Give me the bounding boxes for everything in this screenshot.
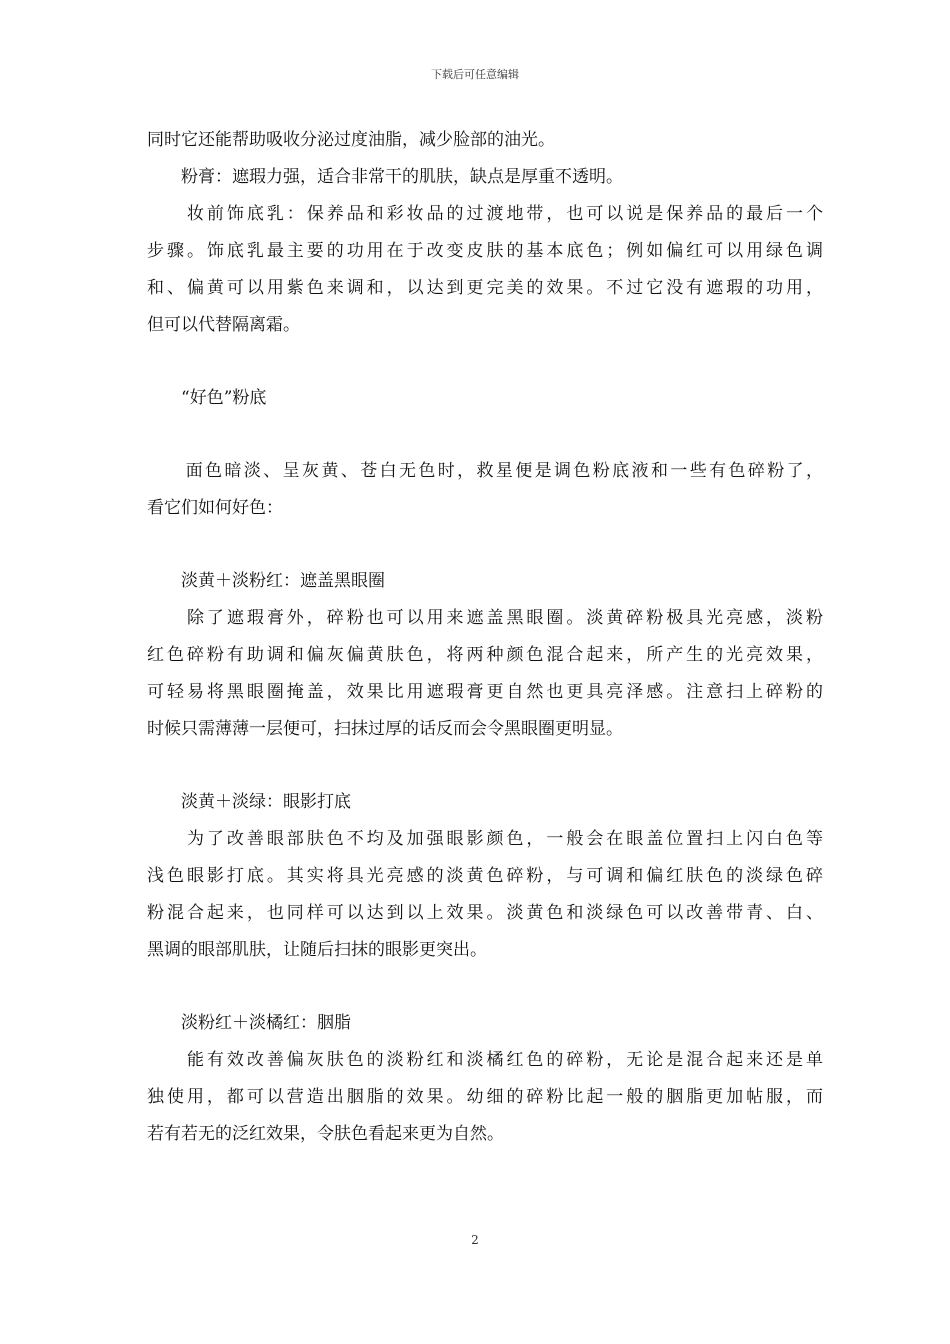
paragraph-line: 妆前饰底乳：保养品和彩妆品的过渡地带，也可以说是保养品的最后一个	[147, 204, 823, 224]
paragraph-line: 为了改善眼部肤色不均及加强眼影颜色，一般会在眼盖位置扫上闪白色等	[147, 829, 823, 849]
blank-line	[147, 748, 823, 784]
paragraph-line: 除了遮瑕膏外，碎粉也可以用来遮盖黑眼圈。淡黄碎粉极具光亮感，淡粉	[147, 608, 823, 628]
blank-line	[147, 969, 823, 1005]
page-header: 下载后可任意编辑	[431, 68, 519, 81]
paragraph-line: 能有效改善偏灰肤色的淡粉红和淡橘红色的碎粉，无论是混合起来还是单	[147, 1050, 823, 1070]
document-body	[147, 122, 823, 1153]
paragraph-line: 同时它还能帮助吸收分泌过度油脂，减少脸部的油光。	[147, 130, 555, 150]
paragraph-line: 若有若无的泛红效果，令肤色看起来更为自然。	[147, 1124, 504, 1144]
paragraph-line: 和、偏黄可以用紫色来调和，以达到更完美的效果。不过它没有遮瑕的功用，	[147, 278, 823, 298]
paragraph-line: 但可以代替隔离霜。	[147, 315, 300, 335]
paragraph-line: 看它们如何好色：	[147, 498, 283, 518]
blank-line	[147, 417, 823, 453]
section-heading: 淡粉红＋淡橘红：胭脂	[147, 1013, 351, 1033]
paragraph-line: 步骤。饰底乳最主要的功用在于改变皮肤的基本底色；例如偏红可以用绿色调	[147, 241, 823, 261]
paragraph-line: 粉膏：遮瑕力强，适合非常干的肌肤，缺点是厚重不透明。	[147, 167, 623, 187]
paragraph-line: 面色暗淡、呈灰黄、苍白无色时，救星便是调色粉底液和一些有色碎粉了，	[147, 461, 823, 481]
page-number: 2	[471, 1233, 479, 1247]
blank-line	[147, 527, 823, 563]
paragraph-line: 可轻易将黑眼圈掩盖，效果比用遮瑕膏更自然也更具亮泽感。注意扫上碎粉的	[147, 682, 823, 702]
paragraph-line: 黑调的眼部肌肤，让随后扫抹的眼影更突出。	[147, 940, 487, 960]
section-heading: “好色”粉底	[147, 388, 267, 408]
blank-line	[147, 344, 823, 380]
paragraph-line: 红色碎粉有助调和偏灰偏黄肤色，将两种颜色混合起来，所产生的光亮效果，	[147, 645, 823, 665]
paragraph-line: 独使用，都可以营造出胭脂的效果。幼细的碎粉比起一般的胭脂更加帖服，而	[147, 1087, 823, 1107]
section-heading: 淡黄＋淡粉红：遮盖黑眼圈	[147, 571, 385, 591]
paragraph-line: 粉混合起来，也同样可以达到以上效果。淡黄色和淡绿色可以改善带青、白、	[147, 903, 823, 923]
paragraph-line: 浅色眼影打底。其实将具光亮感的淡黄色碎粉，与可调和偏红肤色的淡绿色碎	[147, 866, 823, 886]
paragraph-line: 时候只需薄薄一层便可，扫抹过厚的话反而会令黑眼圈更明显。	[147, 719, 623, 739]
section-heading: 淡黄＋淡绿：眼影打底	[147, 792, 351, 812]
